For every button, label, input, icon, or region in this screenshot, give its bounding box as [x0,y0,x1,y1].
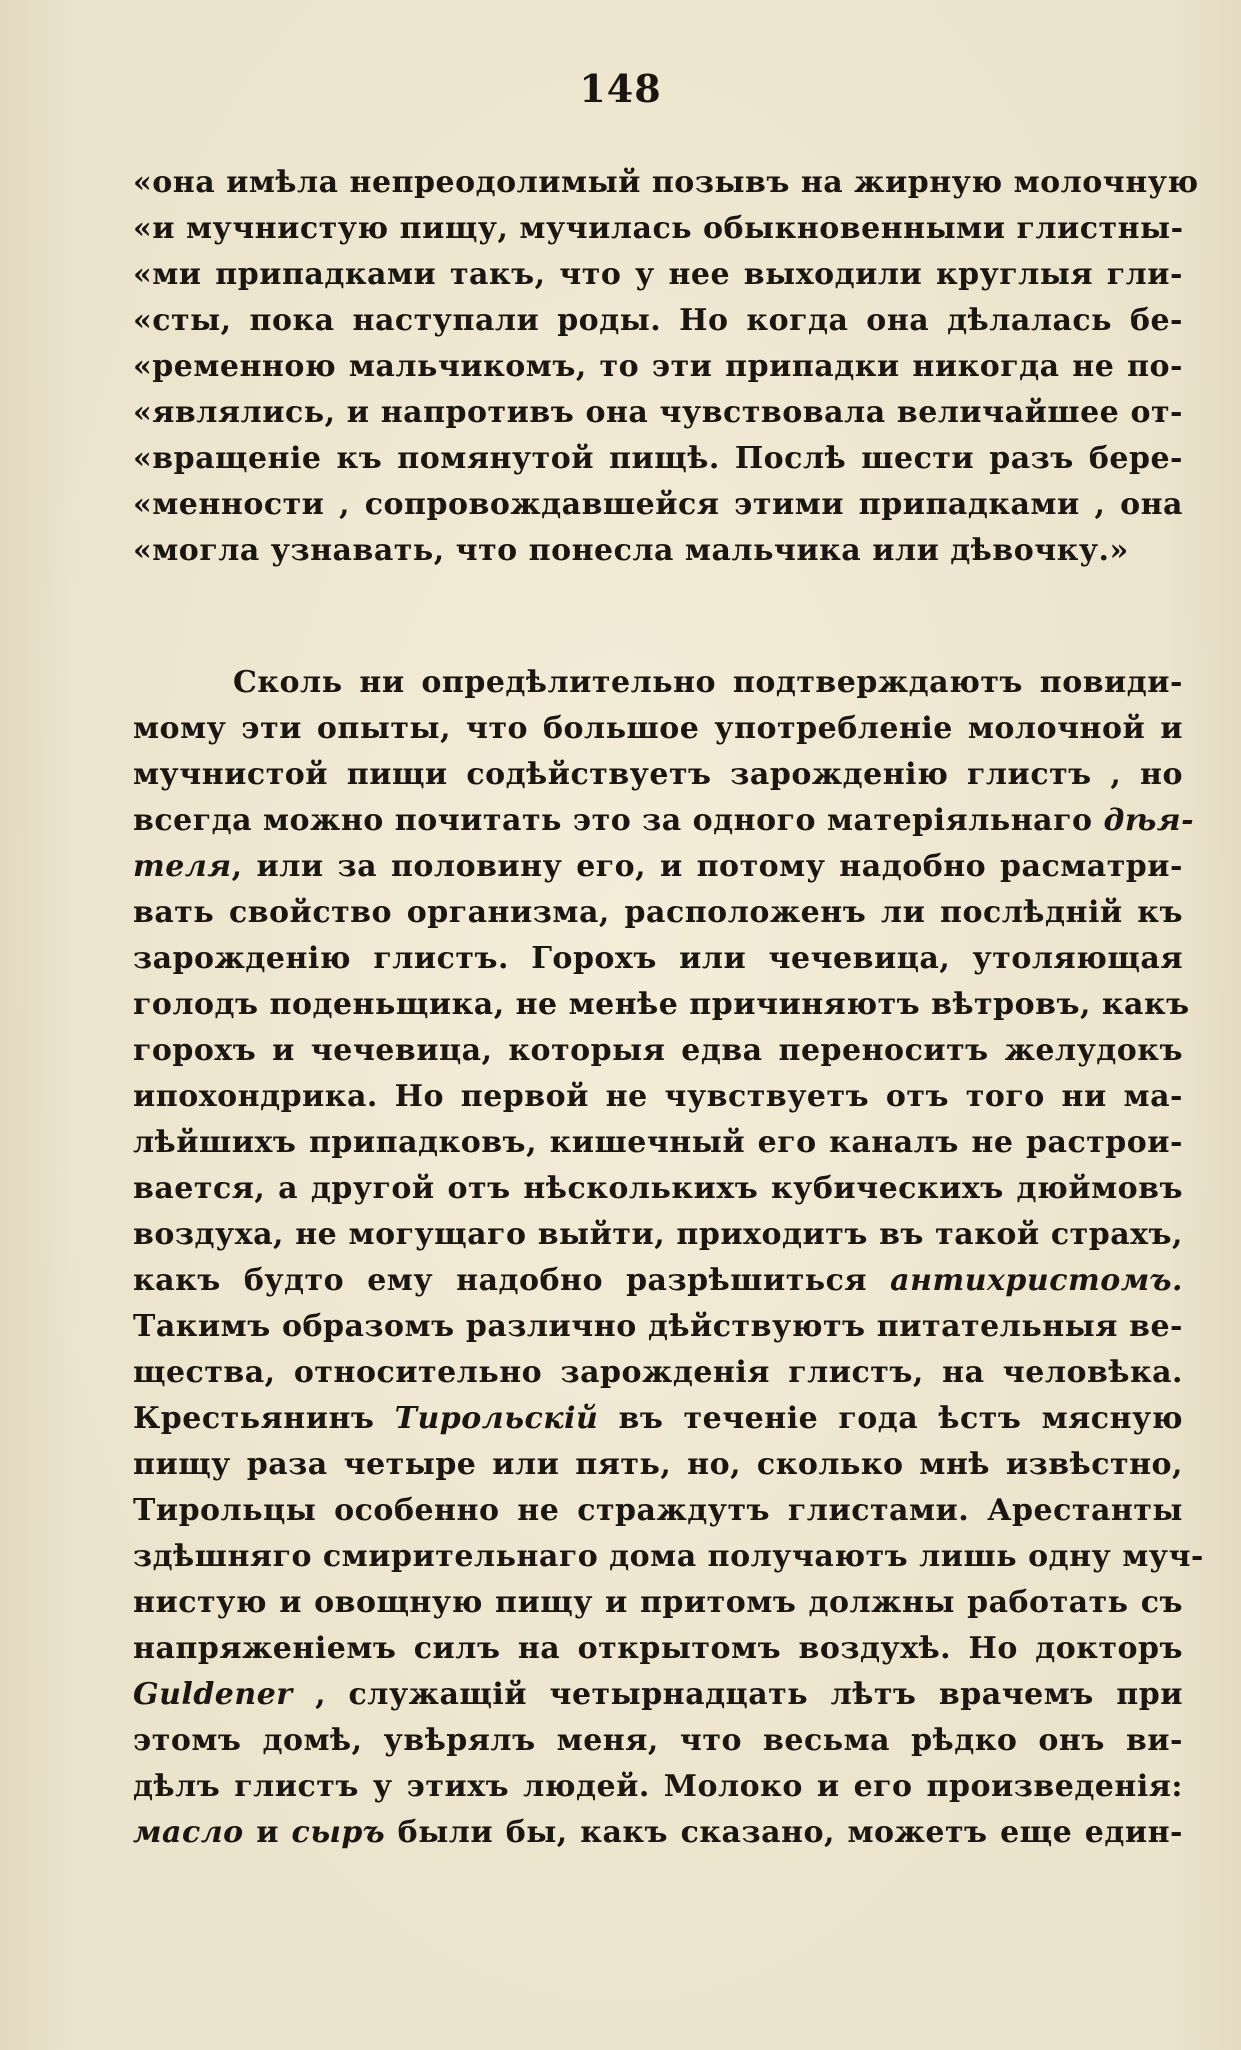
quote-line: «ременною мальчикомъ, то эти припадки никогда не по- [133,349,1183,384]
text-segment: , или за половину его, и потому надобно расматри- [231,849,1183,884]
text-segment: щества, относительно зарожденія глистъ, на человѣка. [133,1355,1183,1390]
text-segment: всегда можно почитать это за одного матеріяльнаго [133,803,1104,838]
text-segment: мучнистой пищи содѣйствуетъ зарожденію глистъ , но [133,757,1183,792]
text-segment: ипохондрика. Но первой не чувствуетъ отъ того ни ма- [133,1079,1183,1114]
italic-segment: дѣя- [1103,803,1195,838]
italic-segment: Guldener [133,1677,293,1712]
italic-segment: Тирольскій [394,1401,599,1436]
paragraph-line [133,752,1183,798]
paragraph-line [133,1626,1183,1672]
paragraph-line [133,936,1183,982]
paragraph-line [133,982,1190,1028]
text-segment: Крестьянинъ [133,1401,395,1436]
text-segment: , служащій четырнадцать лѣтъ врачемъ при [292,1677,1183,1712]
italic-segment: антихристомъ. [890,1263,1183,1298]
paragraph-line [133,1580,1183,1626]
text-segment: и [243,1815,292,1850]
quote-block [133,160,1199,574]
italic-segment: масло [133,1815,244,1850]
text-segment: вать свойство организма, расположенъ ли послѣдній къ [133,895,1183,930]
paragraph-line [133,1350,1183,1396]
text-segment: Такимъ образомъ различно дѣйствуютъ питательныя ве- [133,1309,1183,1344]
text-segment: этомъ домѣ, увѣрялъ меня, что весьма рѣдко онъ ви- [133,1723,1183,1758]
text-segment: здѣшняго смирительнаго дома получаютъ лишь одну муч- [133,1539,1204,1574]
text-segment: Сколь ни опредѣлительно подтверждаютъ повиди- [233,665,1183,700]
paragraph-line [133,1212,1183,1258]
text-segment: какъ будто ему надобно разрѣшиться [133,1263,891,1298]
text-segment: нистую и овощную пищу и притомъ должны работать съ [133,1585,1183,1620]
quote-line: «менности , сопровождавшейся этими припадками , она [133,487,1183,522]
quote-line: «могла узнавать, что понесла мальчика или дѣвочку.» [133,533,1129,568]
quote-line: «сты, пока наступали роды. Но когда она дѣлалась бе- [133,303,1183,338]
paragraph-line [133,1304,1183,1350]
paragraph-line [133,1672,1183,1718]
paragraph-line [133,1074,1183,1120]
quote-line: «она имѣла непреодолимый позывъ на жирную молочную [133,165,1199,200]
paragraph-line [133,1718,1183,1764]
italic-segment: теля [133,849,232,884]
paragraph-line [133,1028,1183,1074]
text-segment: дѣлъ глистъ у этихъ людей. Молоко и его произведенія: [133,1769,1183,1804]
text-segment: напряженіемъ силъ на открытомъ воздухѣ. Но докторъ [133,1631,1183,1666]
paragraph-line [133,706,1183,752]
quote-line: «и мучнистую пищу, мучилась обыкновенными глистны- [133,211,1184,246]
paragraph-line [133,1488,1183,1534]
paragraph-line [133,660,1183,706]
text-segment: воздуха, не могущаго выйти, приходитъ въ такой страхъ, [133,1217,1183,1252]
text-segment: Тирольцы особенно не страждутъ глистами. Арестанты [133,1493,1183,1528]
quote-line: «вращеніе къ помянутой пищѣ. Послѣ шести разъ бере- [133,441,1183,476]
quote-line: «ми припадками такъ, что у нее выходили круглыя гли- [133,257,1183,292]
text-segment: зарожденію глистъ. Горохъ или чечевица, утоляющая [133,941,1183,976]
text-segment: горохъ и чечевица, которыя едва переноситъ желудокъ [133,1033,1183,1068]
paragraph-line [133,1120,1183,1166]
text-segment: мому эти опыты, что большое употребленіе молочной и [133,711,1183,746]
paragraph-line [133,1258,1183,1304]
paragraph-line [133,1396,1183,1442]
paragraph-line [133,1810,1183,1856]
text-segment: пищу раза четыре или пять, но, сколько мнѣ извѣстно, [133,1447,1183,1482]
paragraph-line [133,798,1195,844]
text-segment: въ теченіе года ѣстъ мясную [598,1401,1184,1436]
text-segment: вается, а другой отъ нѣсколькихъ кубическихъ дюймовъ [133,1171,1183,1206]
page-number: 148 [579,66,662,111]
paragraph-line [133,1166,1183,1212]
italic-segment: сыръ [291,1815,386,1850]
paragraph-line [133,1764,1183,1810]
paragraph-line [133,1442,1183,1488]
main-paragraph [133,660,1204,1856]
quote-line: «являлись, и напротивъ она чувствовала величайшее от- [133,395,1183,430]
text-segment: лѣйшихъ припадковъ, кишечный его каналъ не растрои- [133,1125,1183,1160]
paragraph-line [133,890,1183,936]
paragraph-line [133,1534,1204,1580]
paragraph-line [133,844,1183,890]
text-segment: были бы, какъ сказано, можетъ еще един- [385,1815,1184,1850]
text-segment: голодъ поденьщика, не менѣе причиняютъ вѣтровъ, какъ [133,987,1190,1022]
